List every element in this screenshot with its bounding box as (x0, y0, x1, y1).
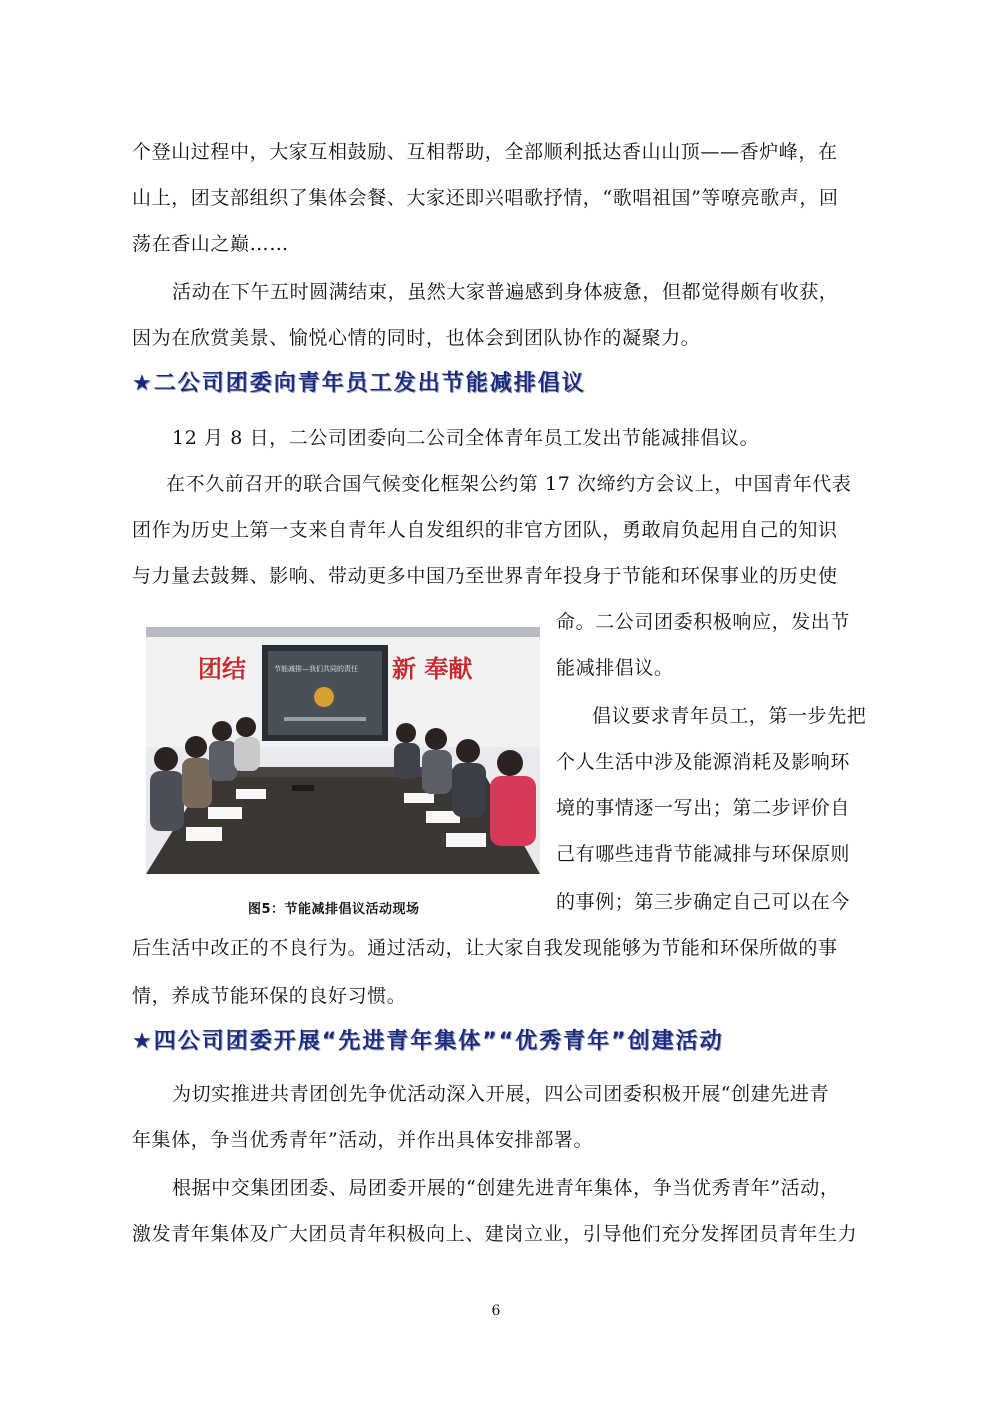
section-title: 二公司团委向青年员工发出节能减排倡议 (153, 371, 586, 396)
section-heading (132, 1024, 724, 1055)
paragraph-line: 情，养成节能环保的良好习惯。 (132, 985, 407, 1007)
paragraph-line: 个人生活中涉及能源消耗及影响环 (556, 751, 851, 773)
star-icon: ★ (132, 371, 154, 396)
section-title: 四公司团委开展“先进青年集体”“优秀青年”创建活动 (153, 1029, 724, 1054)
paragraph-line: 后生活中改正的不良行为。通过活动，让大家自我发现能够为节能和环保所做的事 (132, 937, 838, 959)
banner-left-text: 团结 (198, 655, 246, 683)
paragraph-line: 倡议要求青年员工，第一步先把 (592, 705, 867, 727)
paragraph-line: 活动在下午五时圆满结束，虽然大家普遍感到身体疲惫，但都觉得颇有收获， (172, 281, 839, 303)
meeting-photo (146, 627, 540, 874)
banner-right-text: 新 奉献 (392, 655, 473, 683)
paragraph-line: 山上，团支部组织了集体会餐、大家还即兴唱歌抒情，“歌唱祖国”等嘹亮歌声，回 (132, 187, 839, 209)
paragraph-line: 12 月 8 日，二公司团委向二公司全体青年员工发出节能减排倡议。 (172, 427, 760, 449)
paragraph-line: 荡在香山之巅…… (132, 233, 289, 255)
paragraph-line: 境的事情逐一写出；第二步评价自 (556, 797, 851, 819)
paragraph-line: 与力量去鼓舞、影响、带动更多中国乃至世界青年投身于节能和环保事业的历史使 (132, 565, 838, 587)
page-number: 6 (491, 1303, 501, 1319)
figure-caption: 图5：节能减排倡议活动现场 (248, 902, 420, 917)
paragraph-line: 根据中交集团团委、局团委开展的“创建先进青年集体，争当优秀青年”活动， (172, 1177, 840, 1199)
paragraph-line: 因为在欣赏美景、愉悦心情的同时，也体会到团队协作的凝聚力。 (132, 327, 701, 349)
paragraph-line: 个登山过程中，大家互相鼓励、互相帮助，全部顺利抵达香山山顶——香炉峰，在 (132, 141, 838, 163)
star-icon: ★ (132, 1029, 154, 1054)
paragraph-line: 团作为历史上第一支来自青年人自发组织的非官方团队，勇敢肩负起用自己的知识 (132, 519, 838, 541)
paragraph-line: 年集体，争当优秀青年”活动，并作出具体安排部署。 (132, 1129, 594, 1151)
paragraph-line: 命。二公司团委积极响应，发出节 (556, 611, 851, 633)
paragraph-line: 在不久前召开的联合国气候变化框架公约第 17 次缔约方会议上，中国青年代表 (166, 473, 852, 495)
paragraph-line: 己有哪些违背节能减排与环保原则 (556, 843, 851, 865)
paragraph-line: 激发青年集体及广大团员青年积极向上、建岗立业，引导他们充分发挥团员青年生力 (132, 1223, 858, 1245)
paragraph-line: 能减排倡议。 (556, 657, 674, 679)
section-heading (132, 366, 586, 397)
screen-text: 节能减排—我们共同的责任 (274, 665, 358, 673)
paragraph-line: 为切实推进共青团创先争优活动深入开展，四公司团委积极开展“创建先进青 (172, 1083, 830, 1105)
paragraph-line: 的事例；第三步确定自己可以在今 (556, 891, 851, 913)
